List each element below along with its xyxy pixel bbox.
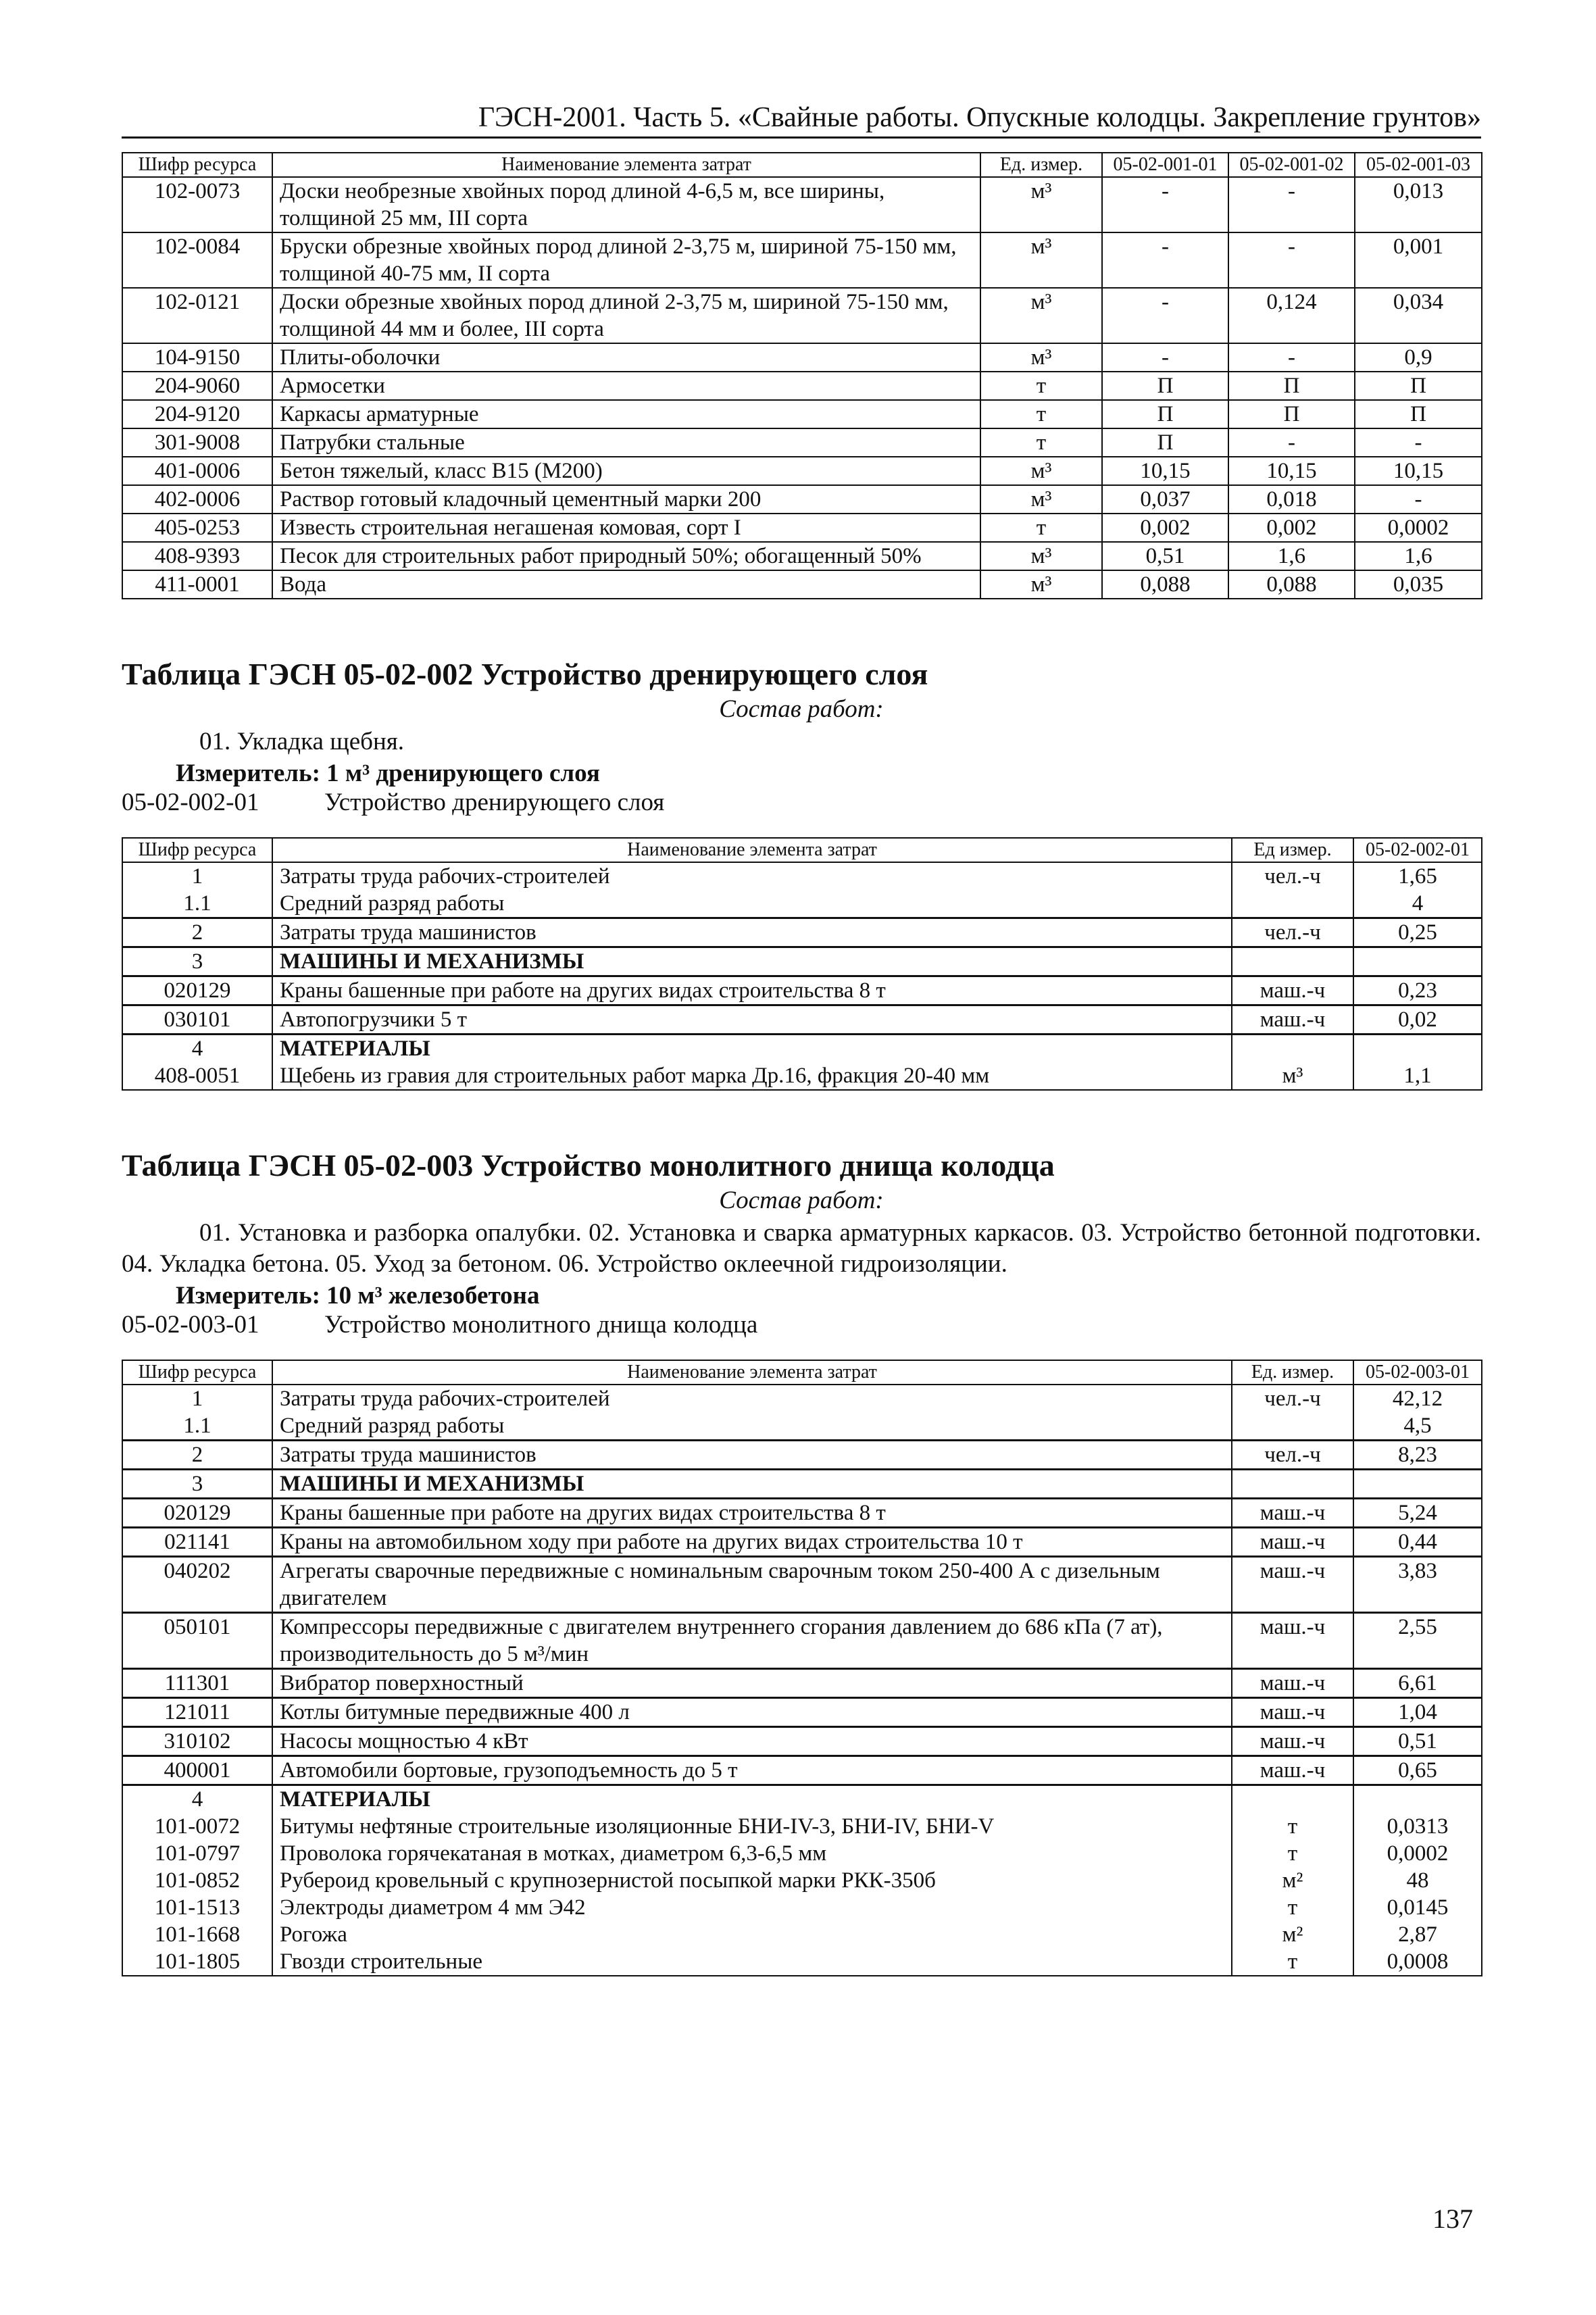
col-header-unit: Ед. измер. [1232, 1360, 1353, 1385]
rate-value-2: - [1228, 343, 1355, 372]
unit-of-measure: маш.-ч [1232, 1528, 1353, 1557]
resource-code: 301-9008 [122, 428, 272, 457]
rate-code: 05-02-002-01 [122, 789, 259, 816]
rate-value-2: 0,018 [1228, 485, 1355, 514]
rate-value: 6,61 [1353, 1669, 1482, 1698]
unit-of-measure: т [980, 428, 1102, 457]
table-row [122, 343, 1482, 372]
unit-of-measure: м³ [980, 570, 1102, 599]
rate-value-1: П [1102, 372, 1228, 400]
resource-name: Бруски обрезные хвойных пород длиной 2-3,75 м, шириной 75-150 мм, толщиной 40-75 мм, II сорта [272, 232, 980, 288]
table-row [122, 1867, 1482, 1894]
resource-code: 030101 [122, 1005, 272, 1035]
rate-value [1353, 947, 1482, 976]
rate-value-3: 0,013 [1355, 177, 1482, 232]
resource-code: 101-0797 [122, 1840, 272, 1867]
resource-name: Армосетки [272, 372, 980, 400]
resource-code: 3 [122, 1470, 272, 1499]
table-row [122, 1005, 1482, 1035]
col-header-code: Шифр ресурса [122, 838, 272, 862]
rate-value: 0,0313 [1353, 1813, 1482, 1840]
table-row [122, 1948, 1482, 1976]
unit-of-measure [1232, 1785, 1353, 1814]
rate-value: 8,23 [1353, 1441, 1482, 1470]
rate-value: 1,04 [1353, 1698, 1482, 1727]
resource-name: Краны башенные при работе на других видах строительства 8 т [272, 976, 1232, 1005]
resource-name: Вода [272, 570, 980, 599]
document-page [122, 101, 1481, 1976]
unit-of-measure: маш.-ч [1232, 1499, 1353, 1528]
table-row [122, 288, 1482, 343]
resource-code: 204-9060 [122, 372, 272, 400]
table-row [122, 918, 1482, 947]
rate-value-2: 1,6 [1228, 542, 1355, 570]
col-header-code: Шифр ресурса [122, 1360, 272, 1385]
rate-value-3: 0,0002 [1355, 514, 1482, 542]
table-row [122, 1385, 1482, 1412]
resource-code: 1 [122, 862, 272, 890]
resource-code: 101-1513 [122, 1894, 272, 1921]
table-row [122, 1813, 1482, 1840]
rate-name: Устройство монолитного днища колодца [324, 1311, 758, 1339]
rate-value-2: П [1228, 400, 1355, 428]
rate-value-3: П [1355, 400, 1482, 428]
rate-value: 2,87 [1353, 1921, 1482, 1948]
resource-code: 101-0072 [122, 1813, 272, 1840]
resource-name: Электроды диаметром 4 мм Э42 [272, 1894, 1232, 1921]
unit-of-measure: маш.-ч [1232, 1557, 1353, 1613]
unit-of-measure [1232, 1035, 1353, 1063]
resource-code: 040202 [122, 1557, 272, 1613]
resource-code: 4 [122, 1785, 272, 1814]
table-row [122, 457, 1482, 485]
table-row [122, 890, 1482, 918]
col-header-unit: Ед измер. [1232, 838, 1353, 862]
col-header-rate-2: 05-02-001-02 [1228, 153, 1355, 177]
table-row [122, 947, 1482, 976]
rate-value: 3,83 [1353, 1557, 1482, 1613]
unit-of-measure [1232, 1470, 1353, 1499]
rate-value-3: - [1355, 485, 1482, 514]
resources-table-05-02-002 [122, 837, 1482, 1091]
unit-of-measure: чел.-ч [1232, 1385, 1353, 1412]
table-row [122, 1441, 1482, 1470]
unit-of-measure: м³ [980, 232, 1102, 288]
resource-name: Каркасы арматурные [272, 400, 980, 428]
table-row [122, 1756, 1482, 1785]
resource-code: 204-9120 [122, 400, 272, 428]
unit-of-measure: маш.-ч [1232, 1698, 1353, 1727]
table-row [122, 1470, 1482, 1499]
unit-of-measure: т [980, 372, 1102, 400]
resource-name: Проволока горячекатаная в мотках, диаметром 6,3-6,5 мм [272, 1840, 1232, 1867]
table-row [122, 1062, 1482, 1090]
resource-name: Раствор готовый кладочный цементный марки 200 [272, 485, 980, 514]
unit-of-measure: м² [1232, 1867, 1353, 1894]
resource-code: 101-0852 [122, 1867, 272, 1894]
table-row [122, 1412, 1482, 1441]
resource-code: 111301 [122, 1669, 272, 1698]
rate-value-3: 0,9 [1355, 343, 1482, 372]
resource-code: 408-9393 [122, 542, 272, 570]
rate-value: 0,51 [1353, 1727, 1482, 1756]
resource-name: Затраты труда рабочих-строителей [272, 1385, 1232, 1412]
unit-of-measure: т [1232, 1813, 1353, 1840]
table-row [122, 1840, 1482, 1867]
rate-value-1: 0,51 [1102, 542, 1228, 570]
resource-code: 1.1 [122, 1412, 272, 1441]
resource-code: 102-0084 [122, 232, 272, 288]
unit-of-measure: м³ [1232, 1062, 1353, 1090]
rate-value-1: 10,15 [1102, 457, 1228, 485]
rate-value: 0,44 [1353, 1528, 1482, 1557]
resource-name: Песок для строительных работ природный 50%; обогащенный 50% [272, 542, 980, 570]
table-row [122, 400, 1482, 428]
section-title-05-02-002: Таблица ГЭСН 05-02-002 Устройство дренирующего слоя [122, 657, 928, 691]
unit-of-measure: чел.-ч [1232, 1441, 1353, 1470]
unit-of-measure: м³ [980, 288, 1102, 343]
resource-code: 102-0073 [122, 177, 272, 232]
unit-of-measure: маш.-ч [1232, 976, 1353, 1005]
rate-value-2: - [1228, 232, 1355, 288]
table-row [122, 1894, 1482, 1921]
resource-name: Рогожа [272, 1921, 1232, 1948]
rate-value-3: 10,15 [1355, 457, 1482, 485]
resource-name: Затраты труда машинистов [272, 1441, 1232, 1470]
rate-value-1: П [1102, 428, 1228, 457]
resources-table-05-02-003 [122, 1360, 1482, 1976]
rate-value-2: 10,15 [1228, 457, 1355, 485]
table-row [122, 1035, 1482, 1063]
rate-value-3: - [1355, 428, 1482, 457]
rate-value-2: 0,002 [1228, 514, 1355, 542]
rate-value-3: П [1355, 372, 1482, 400]
table-row [122, 232, 1482, 288]
rate-code-line [122, 1310, 1481, 1339]
unit-of-measure [1232, 1412, 1353, 1441]
unit-of-measure: м³ [980, 343, 1102, 372]
rate-code: 05-02-003-01 [122, 1311, 259, 1339]
rate-value-2: - [1228, 428, 1355, 457]
table-row [122, 1785, 1482, 1814]
rate-value: 0,25 [1353, 918, 1482, 947]
col-header-rate: 05-02-002-01 [1353, 838, 1482, 862]
col-header-name: Наименование элемента затрат [272, 1360, 1232, 1385]
resource-code: 102-0121 [122, 288, 272, 343]
table-row [122, 1613, 1482, 1669]
rate-value: 42,12 [1353, 1385, 1482, 1412]
rate-value: 0,02 [1353, 1005, 1482, 1035]
resource-code: 104-9150 [122, 343, 272, 372]
resource-code: 020129 [122, 976, 272, 1005]
col-header-name: Наименование элемента затрат [272, 838, 1232, 862]
running-header: ГЭСН-2001. Часть 5. «Свайные работы. Опускные колодцы. Закрепление грунтов» [122, 101, 1481, 139]
resource-name: Вибратор поверхностный [272, 1669, 1232, 1698]
table-row [122, 976, 1482, 1005]
resource-name: Затраты труда машинистов [272, 918, 1232, 947]
rate-value: 4 [1353, 890, 1482, 918]
rate-value-1: 0,037 [1102, 485, 1228, 514]
table-header-row [122, 838, 1482, 862]
table-row [122, 1557, 1482, 1613]
resource-name: МАТЕРИАЛЫ [272, 1785, 1232, 1814]
unit-of-measure: т [1232, 1840, 1353, 1867]
table-row [122, 1727, 1482, 1756]
col-header-rate-1: 05-02-001-01 [1102, 153, 1228, 177]
unit-of-measure: маш.-ч [1232, 1669, 1353, 1698]
rate-code-line [122, 788, 1481, 817]
resource-name: Затраты труда рабочих-строителей [272, 862, 1232, 890]
rate-value [1353, 1035, 1482, 1063]
unit-of-measure: т [1232, 1948, 1353, 1976]
resource-code: 2 [122, 1441, 272, 1470]
rate-value-3: 0,001 [1355, 232, 1482, 288]
rate-value: 0,0002 [1353, 1840, 1482, 1867]
resource-code: 310102 [122, 1727, 272, 1756]
resource-name: Краны на автомобильном ходу при работе на других видах строительства 10 т [272, 1528, 1232, 1557]
resource-code: 402-0006 [122, 485, 272, 514]
rate-value-2: - [1228, 177, 1355, 232]
rate-value: 1,1 [1353, 1062, 1482, 1090]
unit-of-measure: маш.-ч [1232, 1756, 1353, 1785]
unit-of-measure: маш.-ч [1232, 1005, 1353, 1035]
resource-code: 050101 [122, 1613, 272, 1669]
resource-name: Доски необрезные хвойных пород длиной 4-6,5 м, все ширины, толщиной 25 мм, III сорта [272, 177, 980, 232]
resource-code: 4 [122, 1035, 272, 1063]
meter-label: Измеритель: 10 м³ железобетона [176, 1282, 540, 1310]
table-header-row [122, 153, 1482, 177]
unit-of-measure: м³ [980, 457, 1102, 485]
rate-value-2: 0,124 [1228, 288, 1355, 343]
resource-code: 400001 [122, 1756, 272, 1785]
table-row [122, 570, 1482, 599]
table-row [122, 1528, 1482, 1557]
unit-of-measure: м³ [980, 177, 1102, 232]
table-row [122, 1698, 1482, 1727]
rate-value-2: 0,088 [1228, 570, 1355, 599]
table-header-row [122, 1360, 1482, 1385]
rate-value-3: 0,035 [1355, 570, 1482, 599]
rate-value: 0,23 [1353, 976, 1482, 1005]
table-row [122, 372, 1482, 400]
resource-name: Насосы мощностью 4 кВт [272, 1727, 1232, 1756]
rate-value: 48 [1353, 1867, 1482, 1894]
col-header-unit: Ед. измер. [980, 153, 1102, 177]
resource-name: Средний разряд работы [272, 1412, 1232, 1441]
unit-of-measure: чел.-ч [1232, 862, 1353, 890]
unit-of-measure: маш.-ч [1232, 1613, 1353, 1669]
rate-value [1353, 1785, 1482, 1814]
resource-name: Автопогрузчики 5 т [272, 1005, 1232, 1035]
resource-code: 020129 [122, 1499, 272, 1528]
rate-value-2: П [1228, 372, 1355, 400]
resource-name: Котлы битумные передвижные 400 л [272, 1698, 1232, 1727]
resource-code: 401-0006 [122, 457, 272, 485]
section-title-05-02-003: Таблица ГЭСН 05-02-003 Устройство монолитного днища колодца [122, 1148, 1055, 1183]
col-header-rate-3: 05-02-001-03 [1355, 153, 1482, 177]
resource-code: 405-0253 [122, 514, 272, 542]
rate-value-1: - [1102, 288, 1228, 343]
table-row [122, 1921, 1482, 1948]
resource-name: МАШИНЫ И МЕХАНИЗМЫ [272, 947, 1232, 976]
col-header-code: Шифр ресурса [122, 153, 272, 177]
resource-code: 2 [122, 918, 272, 947]
rate-value [1353, 1470, 1482, 1499]
resource-name: Агрегаты сварочные передвижные с номинальным сварочным током 250-400 А с дизельным двигателем [272, 1557, 1232, 1613]
resource-code: 408-0051 [122, 1062, 272, 1090]
rate-value: 0,65 [1353, 1756, 1482, 1785]
rate-value-1: 0,088 [1102, 570, 1228, 599]
unit-of-measure [1232, 890, 1353, 918]
rate-value: 4,5 [1353, 1412, 1482, 1441]
rate-value-1: 0,002 [1102, 514, 1228, 542]
rate-value: 2,55 [1353, 1613, 1482, 1669]
unit-of-measure: т [980, 514, 1102, 542]
resource-code: 1 [122, 1385, 272, 1412]
resource-name: Доски обрезные хвойных пород длиной 2-3,75 м, шириной 75-150 мм, толщиной 44 мм и более, III сорта [272, 288, 980, 343]
unit-of-measure: м³ [980, 542, 1102, 570]
table-row [122, 485, 1482, 514]
unit-of-measure: м³ [980, 485, 1102, 514]
resource-name: Известь строительная негашеная комовая, сорт I [272, 514, 980, 542]
resource-name: Гвозди строительные [272, 1948, 1232, 1976]
page-number: 137 [1432, 2204, 1473, 2234]
resource-code: 411-0001 [122, 570, 272, 599]
rate-name: Устройство дренирующего слоя [324, 789, 665, 816]
rate-value-1: П [1102, 400, 1228, 428]
table-row [122, 1499, 1482, 1528]
rate-value: 0,0145 [1353, 1894, 1482, 1921]
table-row [122, 862, 1482, 890]
work-composition-label: Состав работ: [719, 695, 884, 723]
resource-name: МАШИНЫ И МЕХАНИЗМЫ [272, 1470, 1232, 1499]
resource-name: Компрессоры передвижные с двигателем внутреннего сгорания давлением до 686 кПа (7 ат), производительность до 5 м³/мин [272, 1613, 1232, 1669]
rate-value-1: - [1102, 177, 1228, 232]
meter-label: Измеритель: 1 м³ дренирующего слоя [176, 760, 600, 787]
resource-name: Рубероид кровельный с крупнозернистой посыпкой марки РКК-350б [272, 1867, 1232, 1894]
resources-table-05-02-001 [122, 152, 1482, 599]
resource-code: 101-1805 [122, 1948, 272, 1976]
table-row [122, 514, 1482, 542]
resource-name: Щебень из гравия для строительных работ марка Др.16, фракция 20-40 мм [272, 1062, 1232, 1090]
rate-value-3: 1,6 [1355, 542, 1482, 570]
resource-name: Битумы нефтяные строительные изоляционные БНИ-IV-3, БНИ-IV, БНИ-V [272, 1813, 1232, 1840]
unit-of-measure: чел.-ч [1232, 918, 1353, 947]
resource-name: Автомобили бортовые, грузоподъемность до 5 т [272, 1756, 1232, 1785]
resource-name: МАТЕРИАЛЫ [272, 1035, 1232, 1063]
resource-code: 101-1668 [122, 1921, 272, 1948]
col-header-name: Наименование элемента затрат [272, 153, 980, 177]
unit-of-measure: т [980, 400, 1102, 428]
table-row [122, 428, 1482, 457]
unit-of-measure [1232, 947, 1353, 976]
rate-value-1: - [1102, 343, 1228, 372]
resource-name: Плиты-оболочки [272, 343, 980, 372]
col-header-rate: 05-02-003-01 [1353, 1360, 1482, 1385]
work-composition-text: 01. Укладка щебня. [199, 728, 405, 755]
resource-code: 021141 [122, 1528, 272, 1557]
rate-value: 0,0008 [1353, 1948, 1482, 1976]
resource-code: 1.1 [122, 890, 272, 918]
table-row [122, 542, 1482, 570]
resource-name: Патрубки стальные [272, 428, 980, 457]
resource-name: Краны башенные при работе на других видах строительства 8 т [272, 1499, 1232, 1528]
unit-of-measure: маш.-ч [1232, 1727, 1353, 1756]
work-composition-label: Состав работ: [719, 1187, 884, 1214]
table-row [122, 1669, 1482, 1698]
table-row [122, 177, 1482, 232]
rate-value: 1,65 [1353, 862, 1482, 890]
unit-of-measure: м² [1232, 1921, 1353, 1948]
unit-of-measure: т [1232, 1894, 1353, 1921]
rate-value-3: 0,034 [1355, 288, 1482, 343]
rate-value-1: - [1102, 232, 1228, 288]
resource-name: Бетон тяжелый, класс В15 (М200) [272, 457, 980, 485]
resource-code: 3 [122, 947, 272, 976]
resource-code: 121011 [122, 1698, 272, 1727]
work-composition-text: 01. Установка и разборка опалубки. 02. Установка и сварка арматурных каркасов. 03. Устройство бетонной подготовки. 04. Укладка бетона. 05. Уход за бетоном. 06. Устройство оклеечной гидроизоляции. [122, 1219, 1481, 1278]
rate-value: 5,24 [1353, 1499, 1482, 1528]
resource-name: Средний разряд работы [272, 890, 1232, 918]
